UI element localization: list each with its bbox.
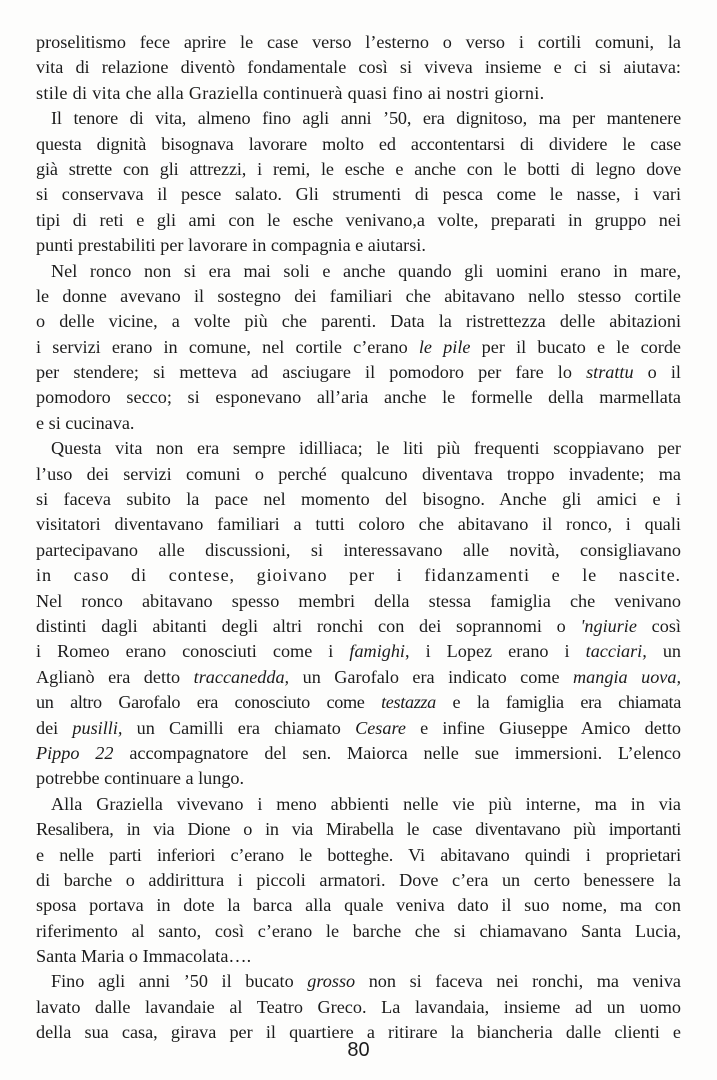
text-line: [36, 716, 681, 741]
text-segment: questa dignità bisognava lavorare molto ed accontentarsi di dividere le case: [36, 133, 681, 154]
text-segment: Nel ronco non si era mai soli e anche quando gli uomini erano in mare,: [51, 260, 681, 281]
text-segment: Il tenore di vita, almeno fino agli anni ’50, era dignitoso, ma per mantenere: [51, 108, 681, 129]
text-segment: della sua casa, girava per il quartiere a ritirare la biancheria dalle clienti e: [36, 1022, 681, 1043]
text-segment: e nelle parti inferiori c’erano le botteghe. Vi abitavano quindi i proprietari: [36, 844, 681, 865]
text-segment: proselitismo fece aprire le case verso l’esterno o verso i cortili comuni, la: [36, 32, 681, 52]
text-segment: per stendere; si metteva ad asciugare il pomodoro per fare lo: [36, 362, 587, 383]
text-line: [36, 538, 681, 563]
text-line: [36, 614, 681, 639]
text-segment: stile di vita che alla Graziella continuerà quasi fino ai nostri giorni.: [36, 82, 545, 103]
text-segment: e si cucinava.: [36, 412, 135, 433]
text-line: [36, 868, 681, 893]
text-segment: dei: [36, 717, 73, 738]
italic-text: 'ngiurie: [580, 615, 637, 636]
text-segment: i Romeo erano conosciuti come i: [36, 641, 350, 662]
text-segment: Nel ronco abitavano spesso membri della stessa famiglia che venivano: [36, 590, 681, 611]
text-line: [36, 81, 681, 106]
text-line: [36, 995, 681, 1020]
text-segment: riferimento al santo, così c’erano le barche che si chiamavano Santa Lucia,: [36, 920, 681, 941]
text-line: [36, 411, 681, 436]
italic-text: tacciari,: [585, 641, 647, 662]
text-segment: un: [646, 641, 682, 662]
text-segment: Santa Maria o Immacolata….: [36, 946, 252, 967]
text-line: [36, 233, 681, 258]
text-line: [36, 665, 681, 690]
text-segment: e la famiglia era chiamata: [435, 692, 681, 713]
text-segment: accompagnatore del sen. Maiorca nelle sue immersioni. L’elenco: [113, 742, 681, 763]
text-segment: si faceva subito la pace nel momento del bisogno. Anche gli amici e i: [36, 489, 681, 510]
text-line: [36, 766, 681, 791]
text-segment: non si faceva nei ronchi, ma veniva: [355, 971, 681, 992]
text-line: [36, 208, 681, 233]
text-segment: un Garofalo era indicato come: [289, 666, 574, 687]
text-segment: si conservava il pesce salato. Gli strumenti di pesca come le nasse, i vari: [36, 184, 681, 205]
italic-text: pusilli,: [72, 717, 123, 738]
text-line: [36, 817, 681, 842]
text-segment: Questa vita non era sempre idilliaca; le liti più frequenti scoppiavano per: [51, 438, 681, 459]
text-segment: le donne avevano il sostegno dei familiari che abitavano nello stesso cortile: [36, 285, 681, 306]
italic-text: testazza: [381, 692, 436, 713]
text-segment: per il bucato e le corde: [470, 336, 681, 357]
text-line: [36, 487, 681, 512]
text-line: [36, 589, 681, 614]
italic-text: grosso: [307, 971, 356, 992]
text-line: [36, 893, 681, 918]
page-number: 80: [347, 1039, 370, 1061]
body-text: [36, 30, 681, 1046]
text-segment: l’uso dei servizi comuni o perché qualcuno diventava troppo invadente; ma: [36, 463, 681, 484]
italic-text: le pile: [418, 336, 471, 357]
text-segment: distinti dagli abitanti degli altri ronchi con dei soprannomi o: [36, 615, 581, 636]
text-line: [36, 944, 681, 969]
text-line: [36, 309, 681, 334]
text-segment: Fino agli anni ’50 il bucato: [51, 971, 308, 992]
text-line: [36, 385, 681, 410]
text-line: [36, 284, 681, 309]
text-line: [36, 512, 681, 537]
text-line: [36, 969, 681, 994]
text-line: [36, 106, 681, 131]
text-segment: già strette con gli attrezzi, i remi, le esche e anche con le botti di legno dove: [36, 158, 681, 179]
italic-text: strattu: [586, 362, 634, 383]
text-segment: tipi di reti e gli ami con le esche venivano,a volte, preparati in gruppo nei: [36, 209, 681, 230]
text-segment: i servizi erano in comune, nel cortile c’erano: [36, 336, 419, 357]
text-segment: visitatori diventavano familiari a tutti coloro che abitavano il ronco, i quali: [36, 514, 681, 535]
text-segment: , i Lopez erano i: [404, 641, 586, 662]
text-segment: Aglianò era detto: [36, 666, 194, 687]
text-segment: pomodoro secco; si esponevano all’aria anche le formelle della marmellata: [36, 387, 681, 408]
text-segment: e infine Giuseppe Amico detto: [405, 717, 681, 738]
text-segment: lavato dalle lavandaie al Teatro Greco. La lavandaia, insieme ad un uomo: [36, 996, 681, 1017]
text-line: [36, 30, 681, 55]
italic-text: traccanedda,: [193, 666, 290, 687]
text-line: [36, 335, 681, 360]
text-line: [36, 259, 681, 284]
text-segment: sposa portava in dote la barca alla quale veniva dato il suo nome, ma con: [36, 895, 681, 916]
text-segment: potrebbe continuare a lungo.: [36, 768, 245, 789]
italic-text: Pippo 22: [36, 742, 114, 763]
text-line: [36, 639, 681, 664]
text-segment: o delle vicine, a volte più che parenti. Data la ristrettezza delle abitazioni: [36, 311, 681, 332]
text-line: [36, 55, 681, 80]
text-segment: o il: [633, 362, 681, 383]
text-line: [36, 563, 681, 588]
text-line: [36, 792, 681, 817]
text-line: [36, 741, 681, 766]
text-segment: in caso di contese, gioivano per i fidanzamenti e le nascite.: [36, 565, 681, 586]
italic-text: mangia uova,: [573, 666, 681, 687]
italic-text: famighi: [349, 641, 405, 662]
text-segment: di barche o addirittura i piccoli armatori. Dove c’era un certo benessere la: [36, 869, 681, 890]
text-segment: un altro Garofalo era conosciuto come: [36, 692, 382, 713]
text-segment: Alla Graziella vivevano i meno abbienti nelle vie più interne, ma in via: [51, 793, 681, 814]
text-segment: un Camilli era chiamato: [122, 717, 356, 738]
text-line: [36, 157, 681, 182]
text-line: [36, 919, 681, 944]
text-line: [36, 182, 681, 207]
text-line: [36, 436, 681, 461]
text-line: [36, 690, 681, 715]
text-line: [36, 843, 681, 868]
italic-text: Cesare: [355, 717, 406, 738]
text-segment: così: [636, 615, 681, 636]
text-segment: partecipavano alle discussioni, si interessavano alle novità, consigliavano: [36, 539, 681, 560]
text-line: [36, 360, 681, 385]
text-segment: punti prestabiliti per lavorare in compagnia e aiutarsi.: [36, 235, 426, 256]
text-segment: vita di relazione diventò fondamentale così si viveva insieme e ci si aiutava:: [36, 57, 681, 78]
text-line: [36, 132, 681, 157]
text-segment: Resalibera, in via Dione o in via Mirabella le case diventavano più importanti: [36, 819, 681, 840]
text-line: [36, 462, 681, 487]
